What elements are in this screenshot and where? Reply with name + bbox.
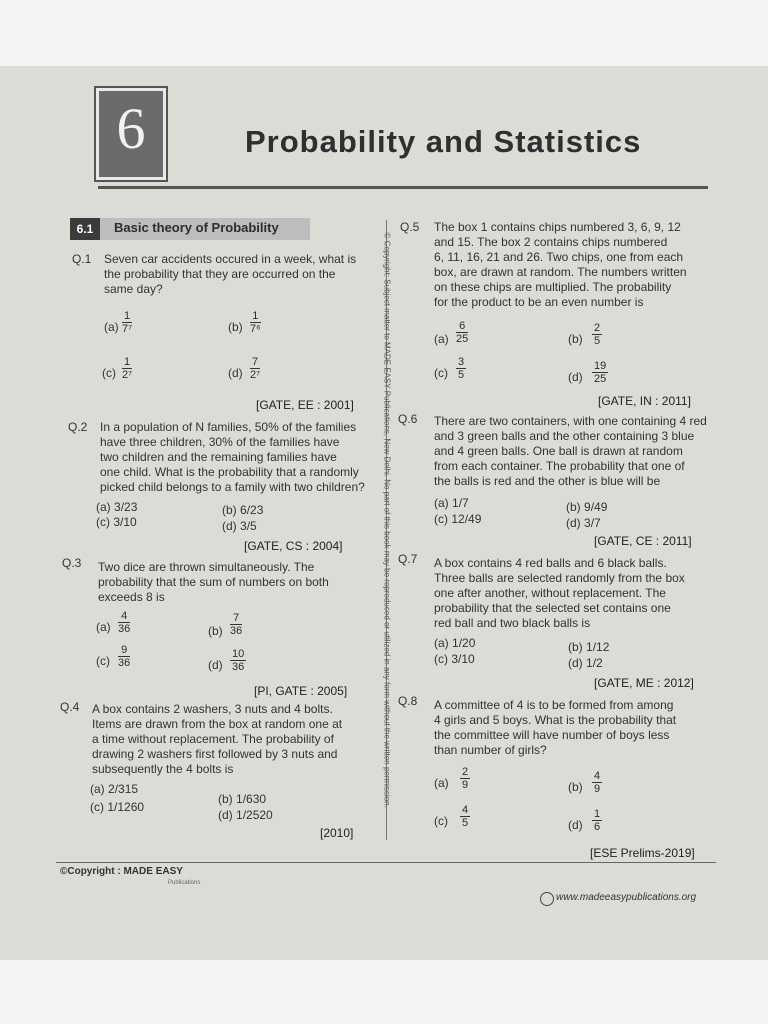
question-text: In a population of N families, 50% of the families have three children, 30% of the families have two children and the remaining families have one child. What is the probability that a randomly picked child belongs to a family with two children? [100,420,365,494]
section-title: Basic theory of Probability [114,220,279,235]
exam-source: [ESE Prelims-2019] [590,846,695,860]
option-fraction: $\frac{4}{36}$ [118,610,131,635]
option-label: (a) [96,620,111,634]
exam-source: [GATE, EE : 2001] [256,398,354,412]
option-label: (b) [568,332,583,346]
exam-source: [GATE, IN : 2011] [598,394,691,408]
question-number: Q.8 [398,694,418,708]
question-number: Q.7 [398,552,418,566]
question-number: Q.1 [72,252,92,266]
option-item: (b) 1/12 [568,640,610,654]
exam-source: [PI, GATE : 2005] [254,684,348,698]
option-item: (b) 9/49 [566,500,608,514]
option-label: (d) [228,366,243,380]
option-item: (a) 2/315 [90,782,139,796]
footer-publisher-tag: Publications [168,880,201,886]
option-fraction: $\frac{10}{36}$ [232,648,245,673]
question-text: A committee of 4 is to be formed from among 4 girls and 5 boys. What is the probability that the committee will have number of boys less than number of girls? [434,698,677,757]
question-number: Q.6 [398,412,418,426]
option-fraction: $\frac{4}{9}$ [594,770,601,795]
exam-source: [GATE, CS : 2004] [244,539,343,553]
exam-source: [2010] [320,826,354,840]
option-item: (d) 1/2520 [218,808,273,822]
title-divider [98,186,708,189]
option-fraction: $\frac{1}{\text{7⁶}}$ [250,310,261,335]
option-item: (a) 3/23 [96,500,138,514]
option-fraction: $\frac{2}{5}$ [594,322,601,347]
copyright-sidebar [379,230,393,840]
option-item: (c) 3/10 [434,652,475,666]
option-label: (a) [434,332,449,346]
question-text: Seven car accidents occured in a week, what is the probability that they are occurred on the same day? [104,252,357,296]
question-text: A box contains 4 red balls and 6 black balls. Three balls are selected randomly from the box one after another, without replacement. The probability that the selected set contains one red ball and two black balls is [434,556,685,630]
footer-divider [56,862,716,863]
chapter-number: 6 [116,96,146,161]
option-fraction: $\frac{6}{25}$ [456,320,469,345]
question-text: There are two containers, with one containing 4 red and 3 green balls and the other containing 3 blue and 4 green balls. One ball is drawn at random from each container. The probability that one of the balls is red and the other is blue will be [434,414,707,488]
option-label: (b) [208,624,223,638]
option-fraction: $\frac{1}{\text{2⁷}}$ [122,356,133,381]
option-fraction: $\frac{7}{\text{2⁷}}$ [250,356,261,381]
chapter-number-box [96,88,166,180]
question-text: Two dice are thrown simultaneously. The probability that the sum of numbers on both exceeds 8 is [98,560,329,604]
option-fraction: $\frac{4}{5}$ [462,804,469,829]
option-item: (a) 1/20 [434,636,476,650]
option-label: (d) [568,370,583,384]
option-item: (d) 1/2 [568,656,603,670]
question-number: Q.2 [68,420,88,434]
question-text: A box contains 2 washers, 3 nuts and 4 bolts. Items are drawn from the box at random one at a time without replacement. The probability of drawing 2 washers first followed by 3 nuts and subsequently the 4 bolts is [92,702,343,776]
question-number: Q.3 [62,556,82,570]
option-fraction: $\frac{2}{9}$ [462,766,469,791]
option-label: (b) [228,320,243,334]
option-label: (a) [434,776,449,790]
question-number: Q.5 [400,220,420,234]
option-fraction: $\frac{7}{36}$ [230,612,243,637]
exam-source: [GATE, ME : 2012] [594,676,694,690]
question-text: The box 1 contains chips numbered 3, 6, 9, 12 and 15. The box 2 contains chips numbered 6, 11, 16, 21 and 26. Two chips, one from each box, are drawn at random. The numbers written on these chips are multiplied. The probability for the product to be an even number is [434,220,687,309]
exam-source: [GATE, CE : 2011] [594,534,692,548]
option-label: (c) [96,654,110,668]
chapter-title: Probability and Statistics [245,124,642,159]
option-label: (c) [434,366,448,380]
option-label: (d) [568,818,583,832]
copyright-notice: © Copyright: Subject matter to MADE EASY Publications, New Delhi. No part of this book may be reproduced or utilized in any form without the written permission. [382,232,392,808]
option-label: (c) [434,814,448,828]
option-item: (c) 1/1260 [90,800,145,814]
option-fraction: $\frac{9}{36}$ [118,644,131,669]
section-heading [70,218,310,240]
option-item: (a) 1/7 [434,496,469,510]
option-label: (d) [208,658,223,672]
option-item: (d) 3/5 [222,519,257,533]
option-label: (a) [104,320,119,334]
option-item: (c) 3/10 [96,515,137,529]
question-number: Q.4 [60,700,80,714]
section-number: 6.1 [70,218,100,240]
option-item: (b) 6/23 [222,503,264,517]
footer-website: www.madeeasypublications.org [556,892,697,903]
footer-copyright: ©Copyright : MADE EASY [60,866,183,877]
option-label: (c) [102,366,116,380]
option-fraction: $\frac{19}{25}$ [594,360,607,385]
option-label: (b) [568,780,583,794]
option-item: (b) 1/630 [218,792,267,806]
option-item: (c) 12/49 [434,512,482,526]
option-fraction: $\frac{1}{\text{7⁷}}$ [122,310,133,335]
globe-icon [540,892,554,906]
option-item: (d) 3/7 [566,516,601,530]
option-fraction: $\frac{1}{6}$ [594,808,601,833]
option-fraction: $\frac{3}{5}$ [458,356,465,381]
